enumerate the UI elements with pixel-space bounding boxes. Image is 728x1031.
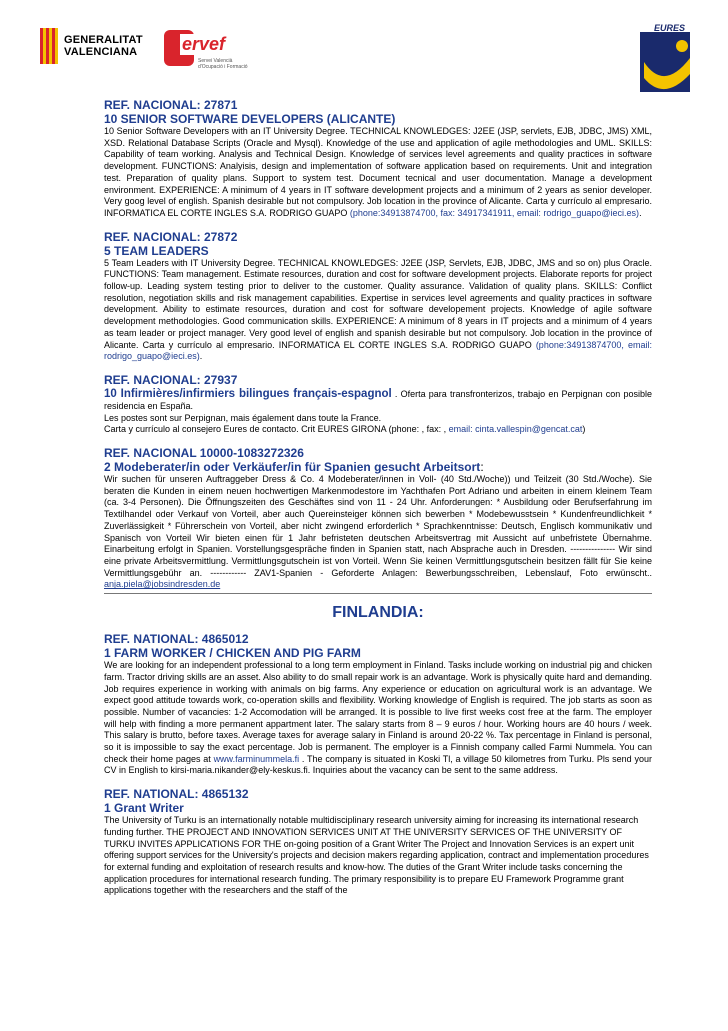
eures-label: EURES	[654, 23, 686, 33]
employer-website-link[interactable]: www.farminummela.fi	[213, 753, 300, 764]
job-location-note: Les postes sont sur Perpignan, mais également dans toute la France.	[104, 412, 382, 423]
job-title: 5 TEAM LEADERS	[104, 243, 209, 258]
job-ref: REF. NACIONAL: 27937	[104, 372, 238, 387]
job-ref: REF. NACIONAL: 27871	[104, 98, 238, 112]
generalitat-valenciana-logo	[40, 28, 160, 70]
job-contact-line: Carta y currículo al consejero Eures de contacto. Crit EURES GIRONA (phone: , fax: , email: cinta.vallespin@gencat.cat)	[104, 424, 586, 435]
eures-emblem-icon	[634, 22, 694, 96]
gv-line1: GENERALITAT	[64, 34, 143, 46]
servef-subtitle: Servei Valencià d'Ocupació i Formació	[198, 58, 248, 70]
job-description: 10 Senior Software Developers with an IT University Degree. TECHNICAL KNOWLEDGES: J2EE (JSP, servlets, EJB, JDBC, JMS) XML, XSD. Relational Database Scripts (Oracle and Mysql). Knowledge of the use and application of agile methodologies and UML. SKILLS: Capability of team working. Analysis and Technical Design. Knowledge of services level agreements and quality practices in software development. FUNCTIONS: Analyisis, design and implementation of software application based on requirements. Unit and integration test. Preparation of quality plans. Support to system test. Document tecnical and user documentation. Manage a development environment. EXPERIENCE: A minimum of 4 years in IT software development projects and a minimum of 2 years as senior developer. Very goog level of english. Spanish desirable but not compulsory. Job location in the province of Alicante. Carta y currículo al empresario. INFORMATICA EL CORTE INGLES S.A. RODRIGO GUAPO (phone:34913874700, fax: 34917341911, email: rodrigo_guapo@ieci.es).	[104, 126, 652, 218]
eures-logo	[634, 22, 694, 96]
contact-email-link[interactable]: anja.piela@jobsindresden.de	[104, 579, 221, 590]
job-description: The University of Turku is an internationally notable multidisciplinary research university aiming for increasing its international research funding further. THE PROJECT AND INNOVATION SERVICES UNIT AT THE UNIVERSITY SERVICES OF THE UNIVERSITY OF TURKU INVITES APPLICATIONS FOR THE on-going position of a Grant Writer The Project and Innovation Services is an expert unit offering support services for the University's projects and decision makers regarding application, contract and implementation procedures for external funding and exploitation of research results and know-how. The duties of the Grant Writer include tasks concerning the application procedures for international research funding. The primary responsibility is to prepare EU Framework Programme grant applications together with the researchers and the staff of the	[104, 815, 649, 896]
section-divider	[104, 593, 652, 594]
job-description: 10 Infirmières/infirmiers bilingues français-espagnol . Oferta para transfronterizos, trabajo en Perpignan con posible residencia en España.	[104, 387, 652, 411]
job-listing-27871	[104, 98, 652, 220]
servef-name: ervef	[182, 34, 226, 54]
job-title: 10 Infirmières/infirmiers bilingues français-espagnol	[104, 387, 392, 400]
valencia-flag-icon	[40, 28, 58, 64]
job-listing-27937	[104, 373, 652, 436]
job-ref: REF. NATIONAL: 4865012	[104, 632, 249, 647]
job-description: We are looking for an independent professional to a long term employment in Finland. Tasks include working on industrial pig and chicken farm. Tractor driving skills are an asset. Also ability to do small repair work is an advantage. Work is physically quite hard and demanding. Job requires experience in working with animals on big farms. Any experience or education on agricultural work is an advantage. We expect good attitude towards work, co-operation skills and flexibility. Working knowledge of English is required. The job starts as soon as possible. Number of vacancies: 1-2 Accomodation will be arranged. It is possible to live first weeks cost free at the farm. The employer will help with finding a more permanent appartment later. The salary starts from 8 – 9 euros / hour. Working hours are 40 hours / week. This salary is brutto, before taxes. Average taxes for average salary in Finland is around 20-22 %. Tax percentage in Finland is personal, so it is impossible to say the exact percentage. Job is permanent. The employer is a Finnish company called Farmi Nummela. You can check their home pages at www.farminummela.fi . The company is situated in Koski Tl, a village 50 kilometres from Turku. Pls send your CV in English to kirsi-maria.nikander@ely-keskus.fi. Inquiries about the vacancy can be sent to the same address.	[104, 660, 652, 776]
contact-email-link[interactable]: email: cinta.vallespin@gencat.cat	[448, 424, 583, 435]
gv-line2: VALENCIANA	[64, 46, 138, 58]
job-contact[interactable]: (phone:34913874700, email: rodrigo_guapo@ieci.es)	[104, 339, 653, 362]
job-title: 1 Grant Writer	[104, 801, 184, 816]
job-description: Wir suchen für unseren Auftraggeber Dress & Co. 4 Modeberater/innen in Voll- (40 Std./Woche)) und Teilzeit (30 Std./Woche). Sie beraten die Kunden in einem neuen hochwertigen Markenmodestore im Yachthafen Port Adriano und arbeiten in einem kleinem Team (ca. 3-4 Personen). Die Öffnungszeiten des Geschäftes sind von 11 - 24 Uhr. Anforderungen: * Ausbildung oder Berufserfahrung im Textilhandel oder Verkauf von Vorteil, aber auch Quereinsteiger können sich bewerben * Modebewusstsein * Kundenfreundlichkeit * Zuverlässigkeit * Führerschein von Vorteil, aber nicht zwingend erforderlich * Sprachkenntnisse: Deutsch, Englisch kommunikativ und Spanisch von Vorteil Wir bieten einen für 1 Jahr befristeten deutschen Arbeitsvertrag mit Aussicht auf unbefristete Übernahme. Einarbeitung erfolgt in Spanien. Vorstellungsgespräche finden in Spanien statt, nach Absprache auch in Dresden. --------------- Wir sind eine private Arbeitsvermittlung. Vermittlungsgutschein ist von Vorteil. Wenn Sie keinen Vermittlungsgutschein besitzen fällt für Sie keine Vermittlungsgebühr an. ------------ ZAV1-Spanien - Geforderte Anlagen: Bewerbungsschreiben, Lebenslauf, Foto erwünscht.. anja.piela@jobsindresden.de	[104, 474, 652, 590]
job-title: 10 SENIOR SOFTWARE DEVELOPERS (ALICANTE)	[104, 112, 396, 126]
job-ref: REF. NACIONAL 10000-1083272326	[104, 446, 304, 461]
job-title: 2 Modeberater/in oder Verkäufer/in für Spanien gesucht Arbeitsort	[104, 460, 481, 475]
job-listing-27872	[104, 230, 652, 363]
page-header	[0, 0, 728, 95]
job-listing-4865132	[104, 787, 652, 897]
job-title-line: 2 Modeberater/in oder Verkäufer/in für Spanien gesucht Arbeitsort:	[104, 460, 484, 475]
job-ref: REF. NATIONAL: 4865132	[104, 787, 249, 802]
job-contact[interactable]: (phone:34913874700, fax: 34917341911, email: rodrigo_guapo@ieci.es)	[349, 207, 640, 218]
job-description: 5 Team Leaders with IT University Degree. TECHNICAL KNOWLEDGES: J2EE (JSP, Servlets, EJB, JDBC, JMS and so on) plus Oracle. FUNCTIONS: Team management. Estimate resources, duration and cost for software development projects. Elaborate reports for project follow-up. Leading system testing prior to deliver to the customer. Quality assurance. Validation of quality plans. SKILLS: Conflict resolution, negotiation skills and risk management capabilities. Expertise in services level agreements and quality practices in software development. Ability to estimate resources, duration and cost for software developement projects. Knowledge of agile software development methodologies. Good communication skills. EXPERIENCE: A minimum of 8 years in IT projects and a minimum of 4 years as team leader or project manager. Very good level of english and spanish desirable but not compulsory. Job location in the province of Alicante. Carta y currículo al empresario. INFORMATICA EL CORTE INGLES S.A. RODRIGO GUAPO (phone:34913874700, email: rodrigo_guapo@ieci.es).	[104, 257, 653, 362]
job-title: 1 FARM WORKER / CHICKEN AND PIG FARM	[104, 646, 361, 661]
servef-logo	[164, 26, 254, 72]
country-heading: FINLANDIA:	[332, 604, 424, 622]
job-ref: REF. NACIONAL: 27872	[104, 229, 238, 244]
document-body	[104, 98, 652, 907]
job-listing-10000	[104, 446, 652, 594]
job-listing-4865012	[104, 632, 652, 777]
